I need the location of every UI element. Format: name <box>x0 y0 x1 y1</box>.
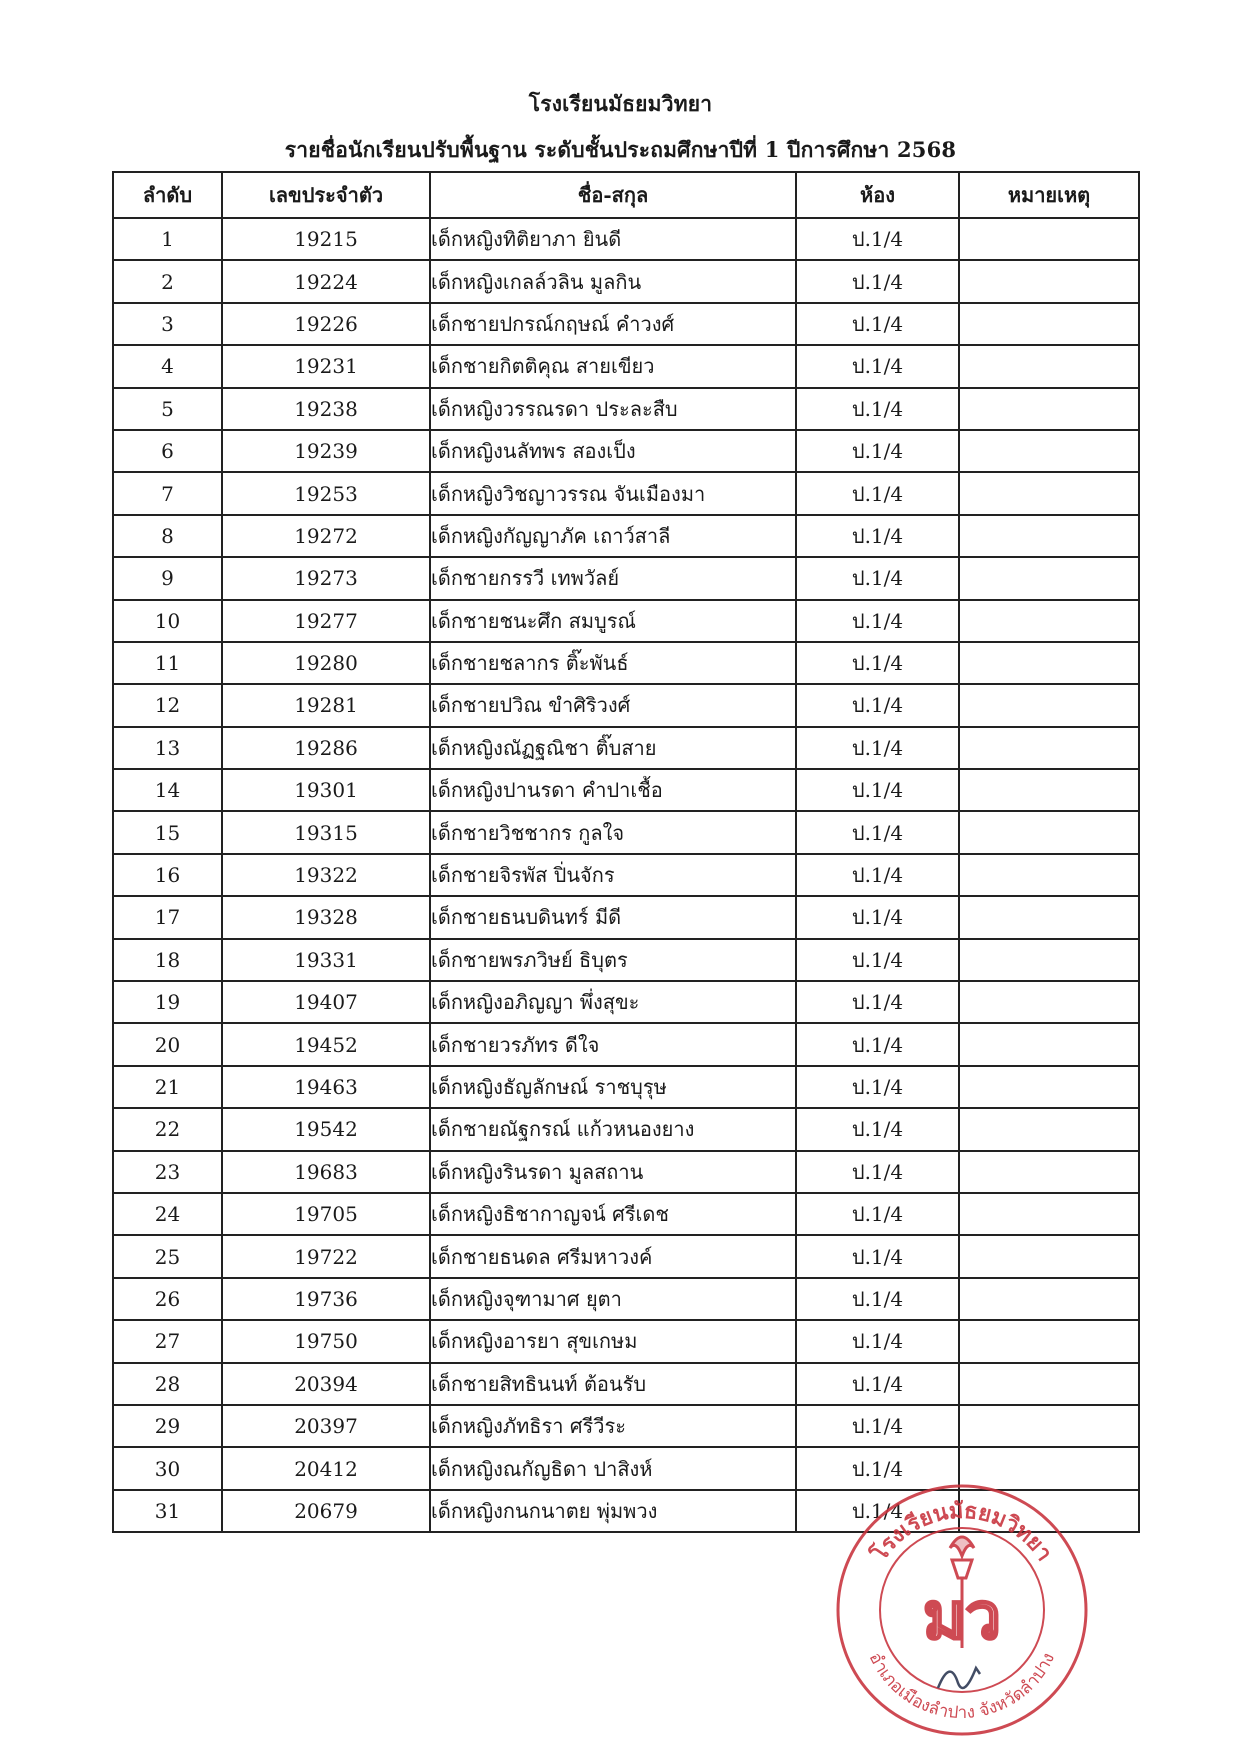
student-name-cell: เด็กหญิงภัทธิรา ศรีวีระ <box>430 1405 796 1447</box>
row-number: 6 <box>113 430 222 472</box>
table-row <box>113 854 1139 896</box>
row-number: 10 <box>113 600 222 642</box>
table-row <box>113 1235 1139 1277</box>
room-cell: ป.1/4 <box>796 811 959 853</box>
room-cell: ป.1/4 <box>796 1363 959 1405</box>
note-cell <box>959 811 1139 853</box>
student-name-cell: เด็กชายปวิณ ขำศิริวงศ์ <box>430 684 796 726</box>
header-no: ลำดับ <box>113 172 222 218</box>
table-row <box>113 218 1139 260</box>
student-name-cell: เด็กชายพรภวิษย์ ธิบุตร <box>430 939 796 981</box>
table-row <box>113 1066 1139 1108</box>
table-row <box>113 600 1139 642</box>
student-id-cell: 19277 <box>222 600 430 642</box>
student-id-cell: 19280 <box>222 642 430 684</box>
table-row <box>113 1447 1139 1489</box>
row-number: 26 <box>113 1278 222 1320</box>
student-id-cell: 19542 <box>222 1108 430 1150</box>
student-name-cell: เด็กชายชลากร ติ๊ะพันธ์ <box>430 642 796 684</box>
student-name-cell: เด็กหญิงณัฏฐณิชา ติ๊บสาย <box>430 727 796 769</box>
student-name-cell: เด็กหญิงรินรดา มูลสถาน <box>430 1151 796 1193</box>
note-cell <box>959 388 1139 430</box>
student-id-cell: 19331 <box>222 939 430 981</box>
table-row <box>113 896 1139 938</box>
note-cell <box>959 1108 1139 1150</box>
student-id-cell: 19705 <box>222 1193 430 1235</box>
room-cell: ป.1/4 <box>796 388 959 430</box>
table-row <box>113 1320 1139 1362</box>
room-cell: ป.1/4 <box>796 1023 959 1065</box>
student-name-cell: เด็กหญิงนลัทพร สองเป็ง <box>430 430 796 472</box>
student-name-cell: เด็กชายวรภัทร ดีใจ <box>430 1023 796 1065</box>
student-name-cell: เด็กหญิงอภิญญา พึ่งสุขะ <box>430 981 796 1023</box>
student-id-cell: 19452 <box>222 1023 430 1065</box>
row-number: 4 <box>113 345 222 387</box>
row-number: 12 <box>113 684 222 726</box>
table-row <box>113 515 1139 557</box>
student-name-cell: เด็กชายจิรพัส ปิ่นจักร <box>430 854 796 896</box>
room-cell: ป.1/4 <box>796 600 959 642</box>
student-name-cell: เด็กชายกรรวี เทพวัลย์ <box>430 557 796 599</box>
student-id-cell: 19301 <box>222 769 430 811</box>
note-cell <box>959 515 1139 557</box>
student-name-cell: เด็กหญิงกนกนาตย พุ่มพวง <box>430 1490 796 1532</box>
note-cell <box>959 939 1139 981</box>
note-cell <box>959 981 1139 1023</box>
room-cell: ป.1/4 <box>796 1108 959 1150</box>
note-cell <box>959 642 1139 684</box>
table-row <box>113 430 1139 472</box>
table-row <box>113 260 1139 302</box>
student-name-cell: เด็กหญิงปานรดา คำปาเชื้อ <box>430 769 796 811</box>
room-cell: ป.1/4 <box>796 1320 959 1362</box>
student-name-cell: เด็กหญิงเกลล์วลิน มูลกิน <box>430 260 796 302</box>
student-id-cell: 19239 <box>222 430 430 472</box>
student-id-cell: 19215 <box>222 218 430 260</box>
row-number: 2 <box>113 260 222 302</box>
student-id-cell: 20679 <box>222 1490 430 1532</box>
student-name-cell: เด็กหญิงธิชากาญจน์ ศรีเดช <box>430 1193 796 1235</box>
student-name-cell: เด็กชายกิตติคุณ สายเขียว <box>430 345 796 387</box>
note-cell <box>959 1235 1139 1277</box>
note-cell <box>959 557 1139 599</box>
table-row <box>113 981 1139 1023</box>
student-name-cell: เด็กหญิงกัญญาภัค เถาว์สาลี <box>430 515 796 557</box>
note-cell <box>959 218 1139 260</box>
student-id-cell: 19722 <box>222 1235 430 1277</box>
table-row <box>113 642 1139 684</box>
note-cell <box>959 303 1139 345</box>
student-name-cell: เด็กหญิงวรรณรดา ประละสืบ <box>430 388 796 430</box>
student-id-cell: 20394 <box>222 1363 430 1405</box>
student-id-cell: 19273 <box>222 557 430 599</box>
student-id-cell: 19683 <box>222 1151 430 1193</box>
header-note: หมายเหตุ <box>959 172 1139 218</box>
student-id-cell: 20412 <box>222 1447 430 1489</box>
note-cell <box>959 1023 1139 1065</box>
torch-emblem-icon <box>950 1537 974 1648</box>
student-id-cell: 19224 <box>222 260 430 302</box>
stamp-text-top: โรงเรียนมัธยมวิทยา <box>866 1497 1058 1566</box>
room-cell: ป.1/4 <box>796 854 959 896</box>
note-cell <box>959 1151 1139 1193</box>
table-row <box>113 1193 1139 1235</box>
note-cell <box>959 1320 1139 1362</box>
note-cell <box>959 684 1139 726</box>
note-cell <box>959 896 1139 938</box>
student-table <box>112 171 1140 1533</box>
header-room: ห้อง <box>796 172 959 218</box>
note-cell <box>959 1447 1139 1489</box>
row-number: 1 <box>113 218 222 260</box>
school-name: โรงเรียนมัธยมวิทยา <box>528 91 713 116</box>
student-name-cell: เด็กหญิงอารยา สุขเกษม <box>430 1320 796 1362</box>
row-number: 14 <box>113 769 222 811</box>
signature-mark <box>938 1668 980 1688</box>
note-cell <box>959 600 1139 642</box>
row-number: 16 <box>113 854 222 896</box>
student-name-cell: เด็กชายวิชชากร กูลใจ <box>430 811 796 853</box>
room-cell: ป.1/4 <box>796 939 959 981</box>
student-name-cell: เด็กหญิงทิติยาภา ยินดี <box>430 218 796 260</box>
table-row <box>113 303 1139 345</box>
room-cell: ป.1/4 <box>796 345 959 387</box>
row-number: 11 <box>113 642 222 684</box>
room-cell: ป.1/4 <box>796 260 959 302</box>
row-number: 25 <box>113 1235 222 1277</box>
table-row <box>113 1490 1139 1532</box>
row-number: 3 <box>113 303 222 345</box>
student-name-cell: เด็กชายสิทธินนท์ ต้อนรับ <box>430 1363 796 1405</box>
table-body <box>113 218 1139 1532</box>
note-cell <box>959 1405 1139 1447</box>
table-row <box>113 388 1139 430</box>
student-id-cell: 19286 <box>222 727 430 769</box>
row-number: 17 <box>113 896 222 938</box>
table-row <box>113 727 1139 769</box>
table-row <box>113 769 1139 811</box>
room-cell: ป.1/4 <box>796 896 959 938</box>
student-id-cell: 19272 <box>222 515 430 557</box>
student-id-cell: 20397 <box>222 1405 430 1447</box>
header-student-id: เลขประจำตัว <box>222 172 430 218</box>
row-number: 30 <box>113 1447 222 1489</box>
student-name-cell: เด็กชายปกรณ์กฤษณ์ คำวงศ์ <box>430 303 796 345</box>
row-number: 29 <box>113 1405 222 1447</box>
stamp-emblem-letters: มว <box>922 1579 1002 1654</box>
student-id-cell: 19328 <box>222 896 430 938</box>
room-cell: ป.1/4 <box>796 1235 959 1277</box>
room-cell: ป.1/4 <box>796 981 959 1023</box>
room-cell: ป.1/4 <box>796 1151 959 1193</box>
table-row <box>113 939 1139 981</box>
room-cell: ป.1/4 <box>796 769 959 811</box>
table-row <box>113 1023 1139 1065</box>
table-row <box>113 811 1139 853</box>
room-cell: ป.1/4 <box>796 1490 959 1532</box>
room-cell: ป.1/4 <box>796 557 959 599</box>
room-cell: ป.1/4 <box>796 472 959 514</box>
row-number: 24 <box>113 1193 222 1235</box>
student-id-cell: 19281 <box>222 684 430 726</box>
student-id-cell: 19463 <box>222 1066 430 1108</box>
row-number: 21 <box>113 1066 222 1108</box>
row-number: 13 <box>113 727 222 769</box>
room-cell: ป.1/4 <box>796 1193 959 1235</box>
table-row <box>113 1151 1139 1193</box>
stamp-text-bottom: อำเภอเมืองลำปาง จังหวัดลำปาง <box>864 1649 1060 1724</box>
table-row <box>113 1278 1139 1320</box>
table-row <box>113 345 1139 387</box>
student-id-cell: 19315 <box>222 811 430 853</box>
student-name-cell: เด็กชายธนบดินทร์ มีดี <box>430 896 796 938</box>
note-cell <box>959 345 1139 387</box>
room-cell: ป.1/4 <box>796 1278 959 1320</box>
room-cell: ป.1/4 <box>796 642 959 684</box>
note-cell <box>959 1193 1139 1235</box>
row-number: 20 <box>113 1023 222 1065</box>
table-row <box>113 1405 1139 1447</box>
room-cell: ป.1/4 <box>796 218 959 260</box>
header-name: ชื่อ-สกุล <box>430 172 796 218</box>
row-number: 27 <box>113 1320 222 1362</box>
row-number: 18 <box>113 939 222 981</box>
note-cell <box>959 854 1139 896</box>
row-number: 23 <box>113 1151 222 1193</box>
table-row <box>113 1108 1139 1150</box>
row-number: 31 <box>113 1490 222 1532</box>
student-name-cell: เด็กหญิงจุฑามาศ ยุตา <box>430 1278 796 1320</box>
table-row <box>113 684 1139 726</box>
row-number: 8 <box>113 515 222 557</box>
student-name-cell: เด็กชายชนะศึก สมบูรณ์ <box>430 600 796 642</box>
student-id-cell: 19238 <box>222 388 430 430</box>
room-cell: ป.1/4 <box>796 1066 959 1108</box>
table-row <box>113 1363 1139 1405</box>
table-row <box>113 557 1139 599</box>
room-cell: ป.1/4 <box>796 303 959 345</box>
note-cell <box>959 727 1139 769</box>
note-cell <box>959 472 1139 514</box>
table-row <box>113 472 1139 514</box>
note-cell <box>959 1278 1139 1320</box>
student-id-cell: 19750 <box>222 1320 430 1362</box>
row-number: 28 <box>113 1363 222 1405</box>
student-name-cell: เด็กหญิงณกัญธิดา ปาสิงห์ <box>430 1447 796 1489</box>
note-cell <box>959 260 1139 302</box>
room-cell: ป.1/4 <box>796 515 959 557</box>
row-number: 5 <box>113 388 222 430</box>
room-cell: ป.1/4 <box>796 727 959 769</box>
note-cell <box>959 1363 1139 1405</box>
student-name-cell: เด็กหญิงธัญลักษณ์ ราชบุรุษ <box>430 1066 796 1108</box>
table-header-row <box>113 172 1139 218</box>
room-cell: ป.1/4 <box>796 1447 959 1489</box>
room-cell: ป.1/4 <box>796 430 959 472</box>
row-number: 15 <box>113 811 222 853</box>
student-name-cell: เด็กชายณัฐกรณ์ แก้วหนองยาง <box>430 1108 796 1150</box>
student-name-cell: เด็กหญิงวิชญาวรรณ จันเมืองมา <box>430 472 796 514</box>
row-number: 22 <box>113 1108 222 1150</box>
student-id-cell: 19322 <box>222 854 430 896</box>
row-number: 7 <box>113 472 222 514</box>
room-cell: ป.1/4 <box>796 1405 959 1447</box>
student-id-cell: 19253 <box>222 472 430 514</box>
note-cell <box>959 430 1139 472</box>
student-id-cell: 19407 <box>222 981 430 1023</box>
student-id-cell: 19231 <box>222 345 430 387</box>
note-cell <box>959 1490 1139 1532</box>
note-cell <box>959 769 1139 811</box>
student-name-cell: เด็กชายธนดล ศรีมหาวงค์ <box>430 1235 796 1277</box>
note-cell <box>959 1066 1139 1108</box>
student-id-cell: 19226 <box>222 303 430 345</box>
room-cell: ป.1/4 <box>796 684 959 726</box>
document-subtitle: รายชื่อนักเรียนปรับพื้นฐาน ระดับชั้นประถมศึกษาปีที่ 1 ปีการศึกษา 2568 <box>284 137 957 162</box>
row-number: 19 <box>113 981 222 1023</box>
row-number: 9 <box>113 557 222 599</box>
student-id-cell: 19736 <box>222 1278 430 1320</box>
